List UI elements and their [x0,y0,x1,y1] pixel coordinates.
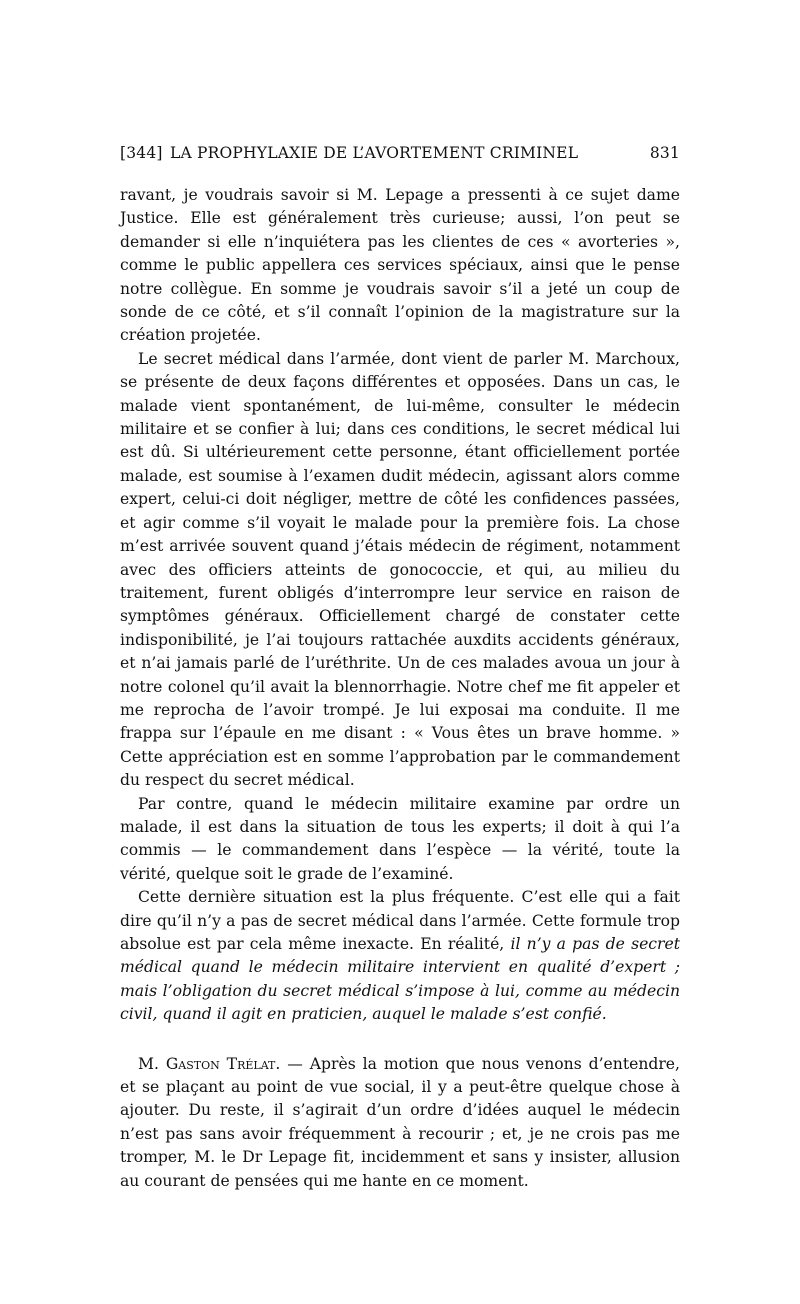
page-number: 831 [649,144,680,162]
paragraph-derniere-situation-roman: Cette dernière situation est la plus fréquente. C’est elle qui a fait dire qu’il n’y a pas de secret médical dans l’armée. Cette formule trop absolue est par cela même inexacte. En réalité, [120,888,680,953]
paragraph-derniere-situation-italic: il n’y a pas de secret médical quand le médecin militaire intervient en qualité d’expert ; mais l’obligation du secret médical s’impose à lui, comme au médecin civil, quand il agit en praticien, auquel le malade s’est confié. [120,935,680,1024]
paragraph-derniere-situation [120,886,680,1026]
body-text [120,184,680,1193]
paragraph-trelat [120,1053,680,1193]
paragraph-secret-medical-armee: Le secret médical dans l’armée, dont vient de parler M. Marchoux, se présente de deux façons différentes et opposées. Dans un cas, le malade vient spontanément, de lui-même, consulter le médecin militaire et se confier à lui; dans ces conditions, le secret médical lui est dû. Si ultérieurement cette personne, étant officiellement portée malade, est soumise à l’examen dudit médecin, agissant alors comme expert, celui-ci doit négliger, mettre de côté les confidences passées, et agir comme s’il voyait le malade pour la première fois. La chose m’est arrivée souvent quand j’étais médecin de régiment, notamment avec des officiers atteints de gonococcie, et qui, au milieu du traitement, furent obligés d’interrompre leur service en raison de symptômes généraux. Officiellement chargé de constater cette indisponibilité, je l’ai toujours rattachée auxdits accidents généraux, et n’ai jamais parlé de l’uréthrite. Un de ces malades avoua un jour à notre colonel qu’il avait la blennorrhagie. Notre chef me fit appeler et me reprocha de l’avoir trompé. Je lui exposai ma conduite. Il me frappa sur l’épaule en me disant : « Vous êtes un brave homme. » Cette appréciation est en somme l’approbation par le commandement du respect du secret médical. [120,349,680,790]
speaker-remarks: — Après la motion que nous venons d’entendre, et se plaçant au point de vue social, il y a peut-être quelque chose à ajouter. Du reste, il s’agirait d’un ordre d’idées auquel le médecin n’est pas sans avoir fréquemment à recourir ; et, je ne crois pas me tromper, M. le Dr Lepage fit, incidemment et sans y insister, allusion au courant de pensées qui me hante en ce moment. [120,1054,680,1190]
speaker-name: M. Gaston Trélat. [138,1054,281,1073]
paragraph-par-contre: Par contre, quand le médecin militaire examine par ordre un malade, il est dans la situation de tous les experts; il doit à qui l’a commis — le commandement dans l’espèce — la vérité, toute la vérité, quelque soit le grade de l’examiné. [120,794,680,883]
paragraph-continuation: ravant, je voudrais savoir si M. Lepage a pressenti à ce sujet dame Justice. Elle est généralement très curieuse; aussi, l’on peut se demander si elle n’inquiétera pas les clientes de ces « avorteries », comme le public appellera ces services spéciaux, ainsi que le pense notre collègue. En somme je voudrais savoir s’il a jeté un coup de sonde de ce côté, et s’il connaît l’opinion de la magistrature sur la création projetée. [120,186,680,345]
running-header [120,140,680,168]
document-page [120,140,680,1193]
running-title: LA PROPHYLAXIE DE L’AVORTEMENT CRIMINEL [170,144,579,162]
folio-left: [344] [120,144,163,162]
